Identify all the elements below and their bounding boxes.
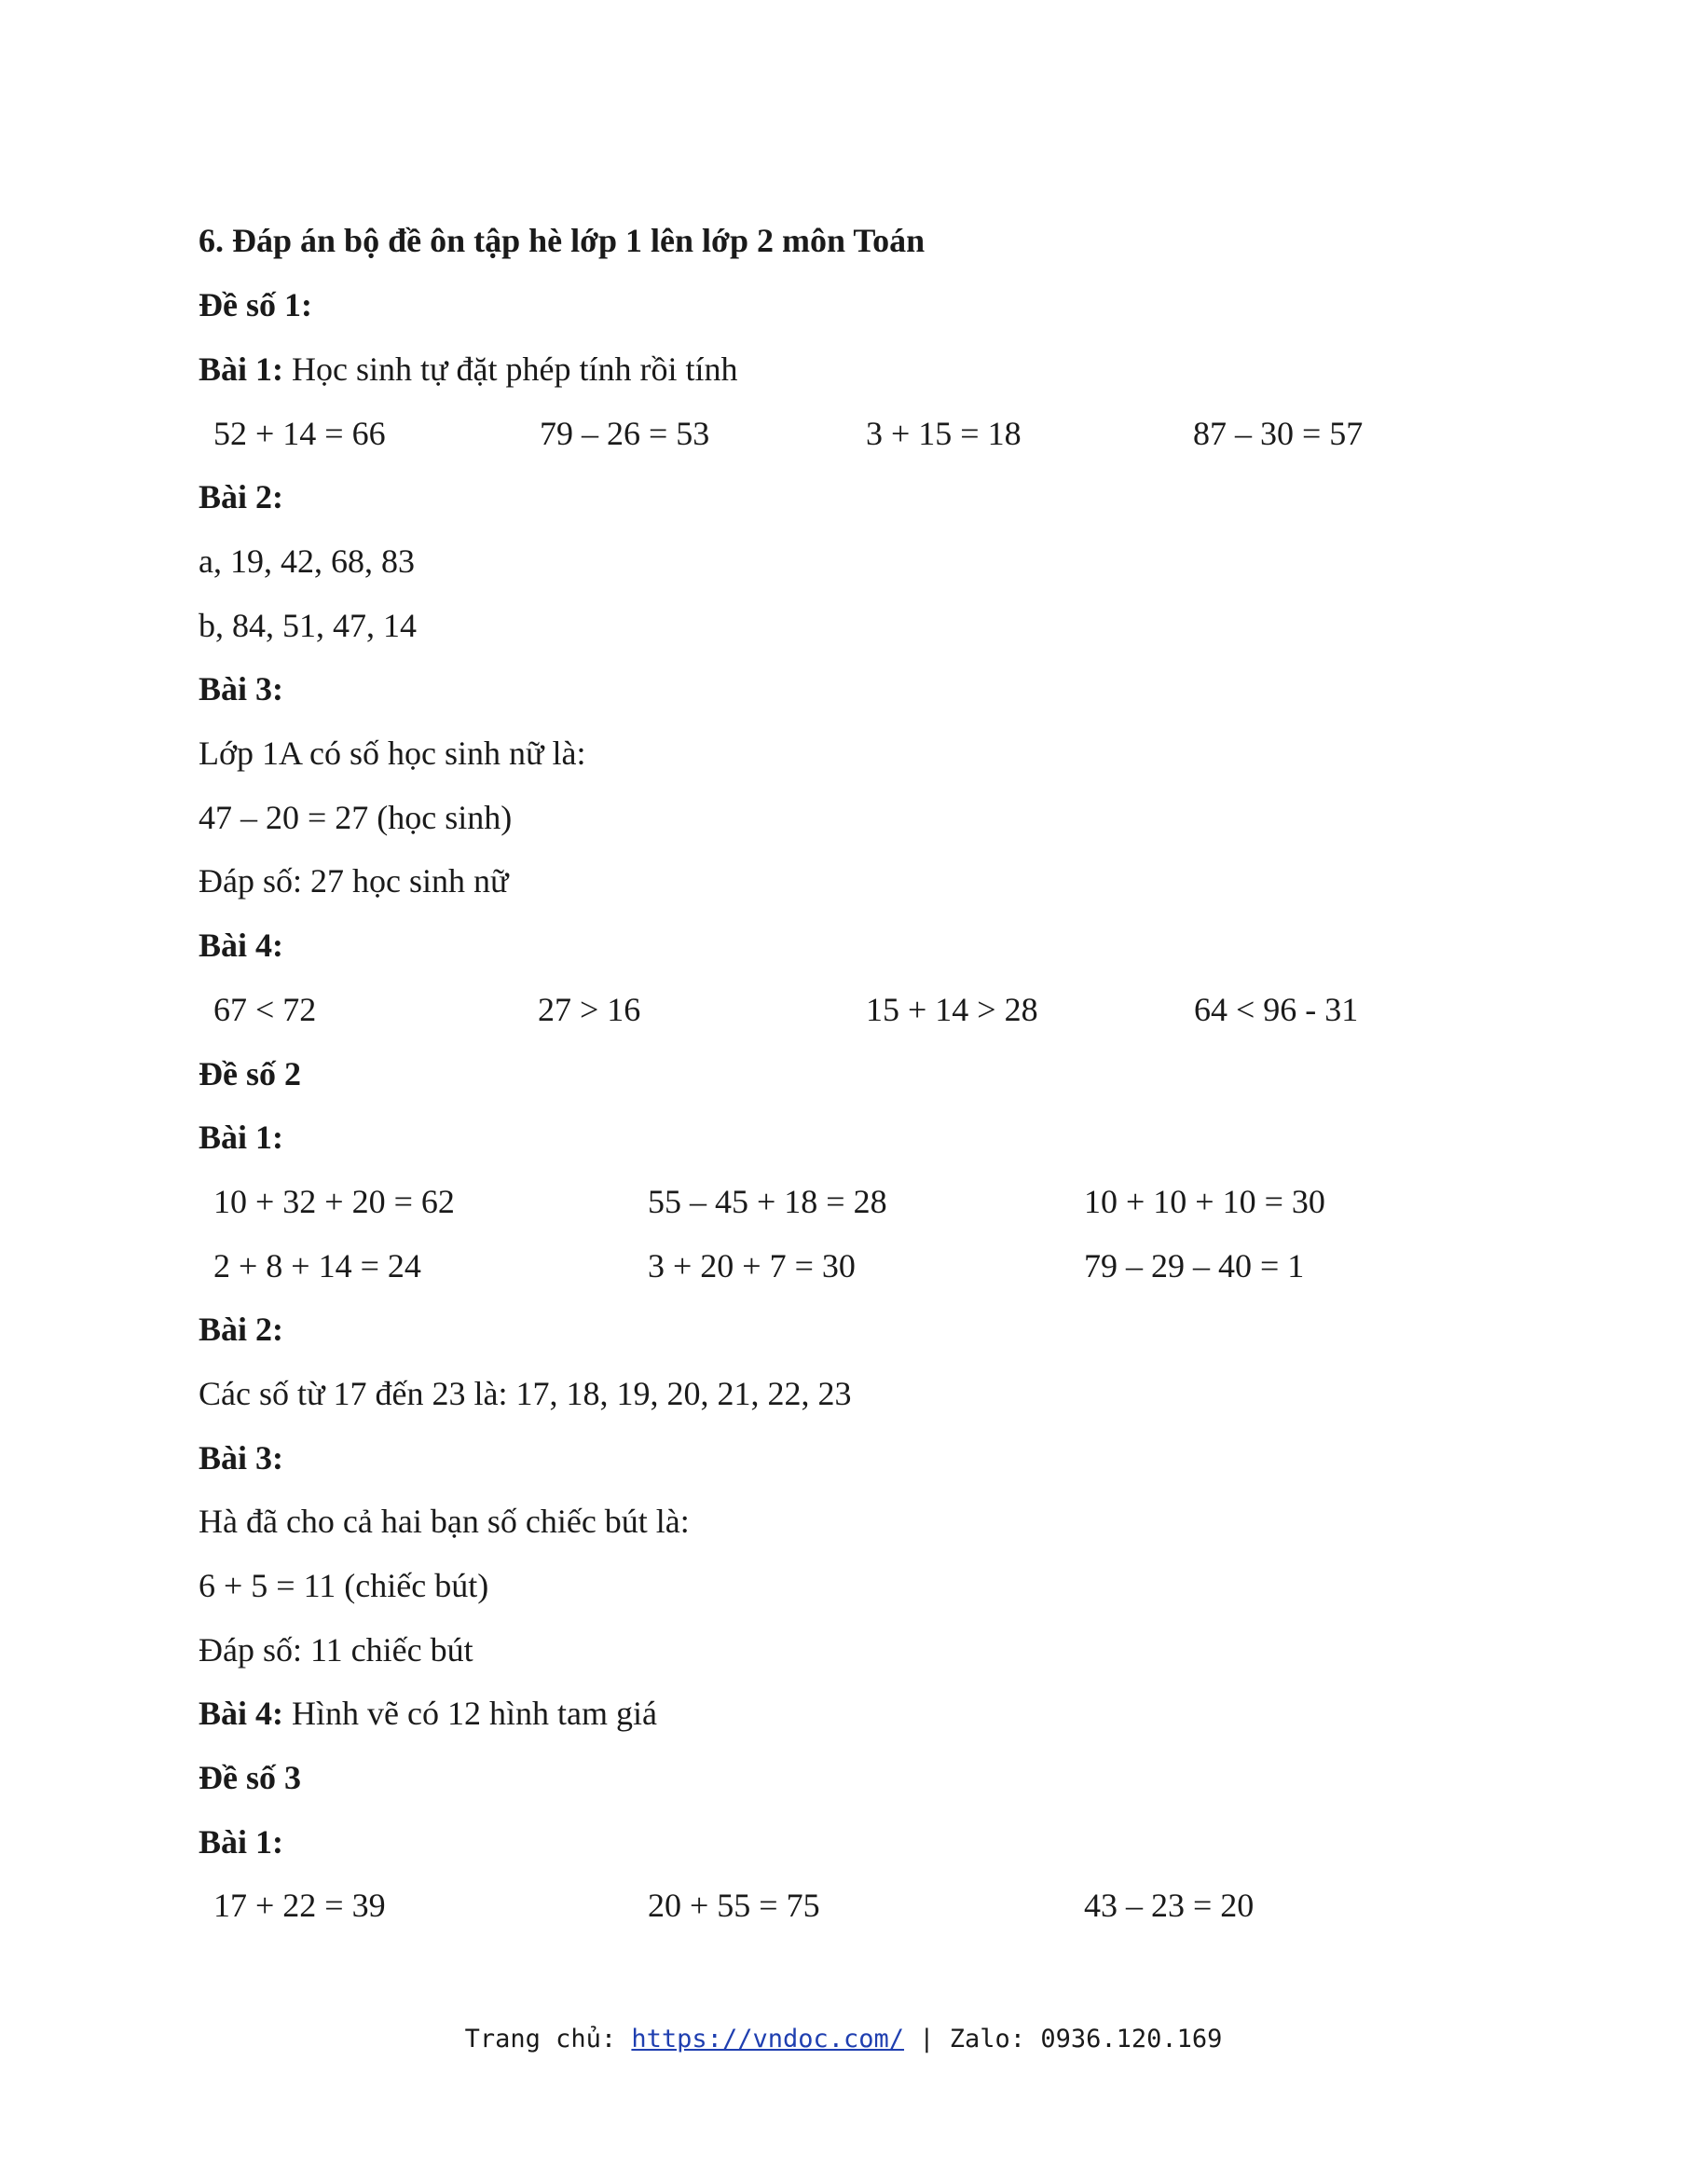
de1-bai1-row [0,413,1687,454]
de2-bai4-text: Hình vẽ có 12 hình tam giá [283,1695,657,1732]
de1-bai3-line-3: Đáp số: 27 học sinh nữ [199,862,509,900]
de3-bai1-label: Bài 1: [199,1823,284,1861]
footer-prefix: Trang chủ: [464,2025,632,2054]
de2-bai4-line [199,1693,657,1734]
de1-bai2-label: Bài 2: [199,478,284,515]
footer-homepage-link[interactable]: https://vndoc.com/ [631,2025,905,2054]
de2-bai1-expr-2: 55 – 45 + 18 = 28 [648,1183,887,1220]
de1-bai3-label: Bài 3: [199,670,284,707]
de1-bai1-expr-3: 3 + 15 = 18 [866,415,1022,452]
de2-bai1-expr-6: 79 – 29 – 40 = 1 [1084,1247,1305,1284]
de2-bai1-label: Bài 1: [199,1119,284,1156]
page-footer [0,2021,1687,2058]
de1-heading: Đề số 1: [199,286,312,323]
de2-bai1-expr-4: 2 + 8 + 14 = 24 [213,1247,421,1284]
de2-bai1-expr-5: 3 + 20 + 7 = 30 [648,1247,856,1284]
de2-bai3-label: Bài 3: [199,1439,284,1477]
de1-bai1-label: Bài 1: [199,350,284,388]
de1-bai4-label: Bài 4: [199,927,284,964]
de2-bai3-line-2: 6 + 5 = 11 (chiếc bút) [199,1567,489,1604]
de1-bai1-line [199,349,737,390]
de1-bai3-line-1: Lớp 1A có số học sinh nữ là: [199,735,586,772]
de1-bai3-line-2: 47 – 20 = 27 (học sinh) [199,799,513,836]
de3-bai1-expr-1: 17 + 22 = 39 [213,1887,386,1924]
de2-bai1-expr-3: 10 + 10 + 10 = 30 [1084,1183,1325,1220]
de3-bai1-expr-2: 20 + 55 = 75 [648,1887,820,1924]
de2-bai1-row-1 [0,1181,1687,1222]
de3-bai1-row [0,1885,1687,1926]
de1-bai1-text: Học sinh tự đặt phép tính rồi tính [283,350,738,388]
de2-bai1-expr-1: 10 + 32 + 20 = 62 [213,1183,455,1220]
de2-bai4-label: Bài 4: [199,1695,284,1732]
de1-bai4-row [0,989,1687,1030]
footer-zalo: | Zalo: 0936.120.169 [904,2025,1223,2054]
de1-bai4-cmp-3: 15 + 14 > 28 [866,991,1038,1028]
de1-bai2-a: a, 19, 42, 68, 83 [199,543,415,580]
de2-bai1-row-2 [0,1245,1687,1286]
de3-bai1-expr-3: 43 – 23 = 20 [1084,1887,1255,1924]
de1-bai4-cmp-2: 27 > 16 [538,991,641,1028]
de1-bai1-expr-2: 79 – 26 = 53 [540,415,710,452]
de2-heading: Đề số 2 [199,1055,301,1092]
page-title: 6. Đáp án bộ đề ôn tập hè lớp 1 lên lớp 2 môn Toán [199,222,926,259]
de3-heading: Đề số 3 [199,1759,301,1796]
de2-bai2-text: Các số từ 17 đến 23 là: 17, 18, 19, 20, 21, 22, 23 [199,1375,852,1412]
de1-bai2-b: b, 84, 51, 47, 14 [199,607,417,644]
de1-bai4-cmp-1: 67 < 72 [213,991,317,1028]
de2-bai2-label: Bài 2: [199,1311,284,1348]
de2-bai3-line-3: Đáp số: 11 chiếc bút [199,1631,473,1669]
de1-bai1-expr-4: 87 – 30 = 57 [1193,415,1364,452]
de1-bai1-expr-1: 52 + 14 = 66 [213,415,386,452]
de2-bai3-line-1: Hà đã cho cả hai bạn số chiếc bút là: [199,1503,690,1540]
de1-bai4-cmp-4: 64 < 96 - 31 [1194,991,1359,1028]
